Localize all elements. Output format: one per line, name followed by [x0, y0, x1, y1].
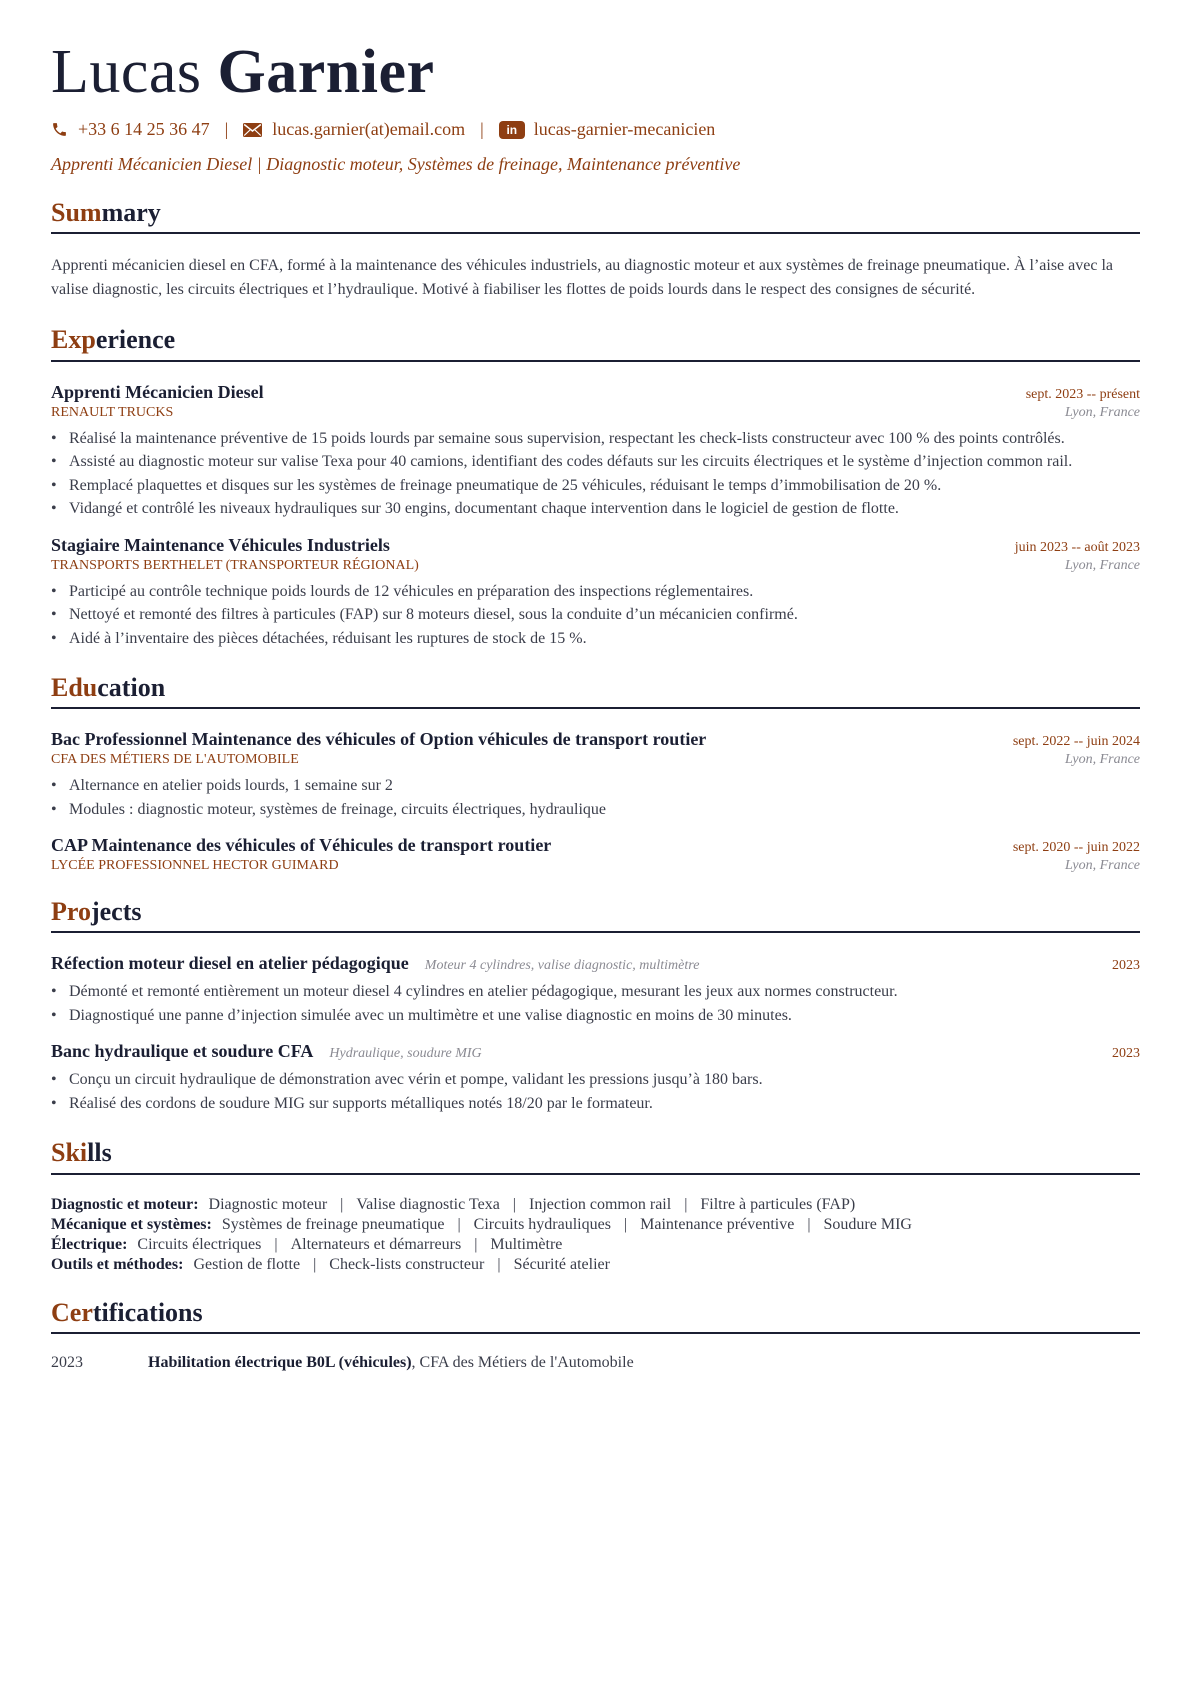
section-title: Education: [51, 672, 1140, 709]
list-item: • Réalisé des cordons de soudure MIG sur supports métalliques notés 18/20 par le formateur.: [69, 1092, 1140, 1116]
list-item: • Assisté au diagnostic moteur sur valise Texa pour 40 camions, identifiant des codes défauts sur les circuits électriques et le système d’injection common rail.: [69, 450, 1140, 474]
section-title: Summary: [51, 197, 1140, 234]
skills-list: [51, 1195, 1140, 1275]
skill-separator: |: [457, 1215, 461, 1233]
skill-item: Multimètre: [490, 1235, 563, 1253]
list-item: • Aidé à l’inventaire des pièces détachées, réduisant les ruptures de stock de 15 %.: [69, 627, 1140, 651]
project-title: Réfection moteur diesel en atelier pédagogique Moteur 4 cylindres, valise diagnostic, multimètre: [51, 953, 700, 974]
degree-bullets: [51, 774, 1140, 821]
skill-item: Valise diagnostic Texa: [356, 1195, 500, 1213]
skill-item: Gestion de flotte: [193, 1255, 301, 1273]
skill-item: Circuits hydrauliques: [473, 1215, 611, 1233]
skill-separator: |: [340, 1195, 344, 1213]
section-title: Projects: [51, 896, 1140, 933]
list-item: • Participé au contrôle technique poids lourds de 12 véhicules en préparation des inspections réglementaires.: [69, 580, 1140, 604]
section-title: Experience: [51, 324, 1140, 361]
project-title: Banc hydraulique et soudure CFA Hydraulique, soudure MIG: [51, 1041, 482, 1062]
section-title: Certifications: [51, 1297, 1140, 1334]
list-item: • Modules : diagnostic moteur, systèmes de freinage, circuits électriques, hydraulique: [69, 798, 1140, 822]
envelope-icon: [243, 123, 262, 137]
list-item: • Alternance en atelier poids lourds, 1 semaine sur 2: [69, 774, 1140, 798]
last-name: Garnier: [217, 38, 435, 106]
skill-separator: |: [512, 1195, 516, 1213]
job-bullets: [51, 580, 1140, 651]
certification-title: Habilitation électrique B0L (véhicules): [148, 1353, 412, 1371]
degree-title: CAP Maintenance des véhicules of Véhicules de transport routier: [51, 835, 552, 856]
skill-category: Mécanique et systèmes:: [51, 1215, 212, 1233]
skill-separator: |: [313, 1255, 317, 1273]
project-entry: [51, 1041, 1140, 1115]
school-location: Lyon, France: [1064, 858, 1140, 874]
section-title: Skills: [51, 1137, 1140, 1174]
project-date: 2023: [1112, 1046, 1140, 1062]
experience-section: [51, 324, 1140, 650]
linkedin-icon: in: [499, 121, 525, 139]
phone-icon: [51, 121, 68, 138]
contact-separator: |: [224, 119, 229, 140]
list-item: • Remplacé plaquettes et disques sur les systèmes de freinage pneumatique de 25 véhicules, réduisant le temps d’immobilisation de 20 %.: [69, 474, 1140, 498]
skill-category: Diagnostic et moteur:: [51, 1195, 199, 1213]
job-date: sept. 2023 -- présent: [1025, 386, 1140, 402]
project-tech: Hydraulique, soudure MIG: [329, 1046, 482, 1062]
experience-entry: [51, 382, 1140, 521]
job-title: Stagiaire Maintenance Véhicules Industriels: [51, 534, 390, 555]
certifications-section: [51, 1297, 1140, 1372]
certification-entry: [51, 1354, 1140, 1372]
education-section: [51, 672, 1140, 874]
skill-separator: |: [274, 1235, 278, 1253]
skill-category: Électrique:: [51, 1235, 128, 1253]
school: CFA DES MÉTIERS DE L'AUTOMOBILE: [51, 752, 299, 768]
skill-item: Filtre à particules (FAP): [700, 1195, 856, 1213]
skill-item: Alternateurs et démarreurs: [290, 1235, 462, 1253]
skill-line: [51, 1255, 1140, 1275]
phone-link[interactable]: +33 6 14 25 36 47: [78, 119, 210, 140]
project-bullets: [51, 1068, 1140, 1115]
contact-separator: |: [480, 119, 484, 140]
list-item: • Vidangé et contrôlé les niveaux hydrauliques sur 30 engins, documentant chaque intervention dans le logiciel de gestion de flotte.: [69, 497, 1140, 521]
list-item: • Réalisé la maintenance préventive de 15 poids lourds par semaine sous supervision, respectant les check-lists constructeur avec 100 % des points contrôlés.: [69, 427, 1140, 451]
degree-title: Bac Professionnel Maintenance des véhicules of Option véhicules de transport routier: [51, 729, 707, 750]
skill-separator: |: [497, 1255, 501, 1273]
education-entry: [51, 835, 1140, 874]
skill-item: Soudure MIG: [823, 1215, 912, 1233]
project-date: 2023: [1112, 958, 1140, 974]
linkedin-link[interactable]: lucas-garnier-mecanicien: [533, 119, 716, 140]
certification-issuer: , CFA des Métiers de l'Automobile: [411, 1353, 634, 1371]
summary-section: [51, 197, 1140, 302]
list-item: • Diagnostiqué une panne d’injection simulée avec un multimètre et une valise diagnostic en moins de 30 minutes.: [69, 1004, 1140, 1028]
skill-separator: |: [623, 1215, 628, 1233]
certification-year: 2023: [51, 1353, 83, 1371]
contact-line: [51, 119, 1140, 140]
employer: RENAULT TRUCKS: [51, 404, 174, 420]
skill-line: [51, 1235, 1140, 1255]
education-entry: [51, 729, 1140, 821]
list-item: • Nettoyé et remonté des filtres à particules (FAP) sur 8 moteurs diesel, sous la conduite d’un mécanicien confirmé.: [69, 603, 1140, 627]
candidate-name: [51, 36, 1140, 109]
skill-item: Injection common rail: [529, 1195, 672, 1213]
job-bullets: [51, 427, 1140, 521]
job-location: Lyon, France: [1064, 404, 1140, 420]
project-tech: Moteur 4 cylindres, valise diagnostic, multimètre: [424, 958, 700, 974]
school-location: Lyon, France: [1064, 752, 1140, 768]
degree-date: sept. 2020 -- juin 2022: [1012, 840, 1140, 856]
school: LYCÉE PROFESSIONNEL HECTOR GUIMARD: [51, 858, 339, 874]
skill-item: Check-lists constructeur: [329, 1255, 485, 1273]
skill-separator: |: [474, 1235, 478, 1253]
skill-item: Sécurité atelier: [513, 1255, 610, 1273]
skill-item: Diagnostic moteur: [208, 1195, 328, 1213]
project-entry: [51, 953, 1140, 1027]
skills-section: [51, 1137, 1140, 1274]
skill-line: [51, 1215, 1140, 1235]
job-date: juin 2023 -- août 2023: [1014, 539, 1140, 555]
degree-date: sept. 2022 -- juin 2024: [1012, 734, 1140, 750]
projects-section: [51, 896, 1140, 1115]
list-item: • Conçu un circuit hydraulique de démonstration avec vérin et pompe, validant les pressions jusqu’à 180 bars.: [69, 1068, 1140, 1092]
skill-separator: |: [684, 1195, 688, 1213]
tagline: Apprenti Mécanicien Diesel | Diagnostic moteur, Systèmes de freinage, Maintenance préventive: [51, 154, 741, 175]
list-item: • Démonté et remonté entièrement un moteur diesel 4 cylindres en atelier pédagogique, mesurant les jeux aux normes constructeur.: [69, 980, 1140, 1004]
email-link[interactable]: lucas.garnier(at)email.com: [272, 119, 466, 140]
skill-item: Systèmes de freinage pneumatique: [221, 1215, 445, 1233]
skill-separator: |: [807, 1215, 811, 1233]
skill-category: Outils et méthodes:: [51, 1255, 184, 1273]
job-title: Apprenti Mécanicien Diesel: [51, 381, 264, 402]
employer: TRANSPORTS BERTHELET (TRANSPORTEUR RÉGIONAL): [51, 557, 419, 573]
project-bullets: [51, 980, 1140, 1027]
experience-entry: [51, 535, 1140, 651]
job-location: Lyon, France: [1064, 557, 1140, 573]
summary-text: Apprenti mécanicien diesel en CFA, formé à la maintenance des véhicules industriels, au diagnostic moteur et aux systèmes de freinage pneumatique. À l’aise avec la valise diagnostic, les circuits électriques et l’hydraulique. Motivé à fiabiliser les flottes de poids lourds dans le respect des consignes de sécurité.: [51, 257, 1113, 299]
first-name: Lucas: [51, 38, 202, 106]
skill-item: Circuits électriques: [137, 1235, 262, 1253]
skill-item: Maintenance préventive: [640, 1215, 795, 1233]
skill-line: [51, 1195, 1140, 1215]
